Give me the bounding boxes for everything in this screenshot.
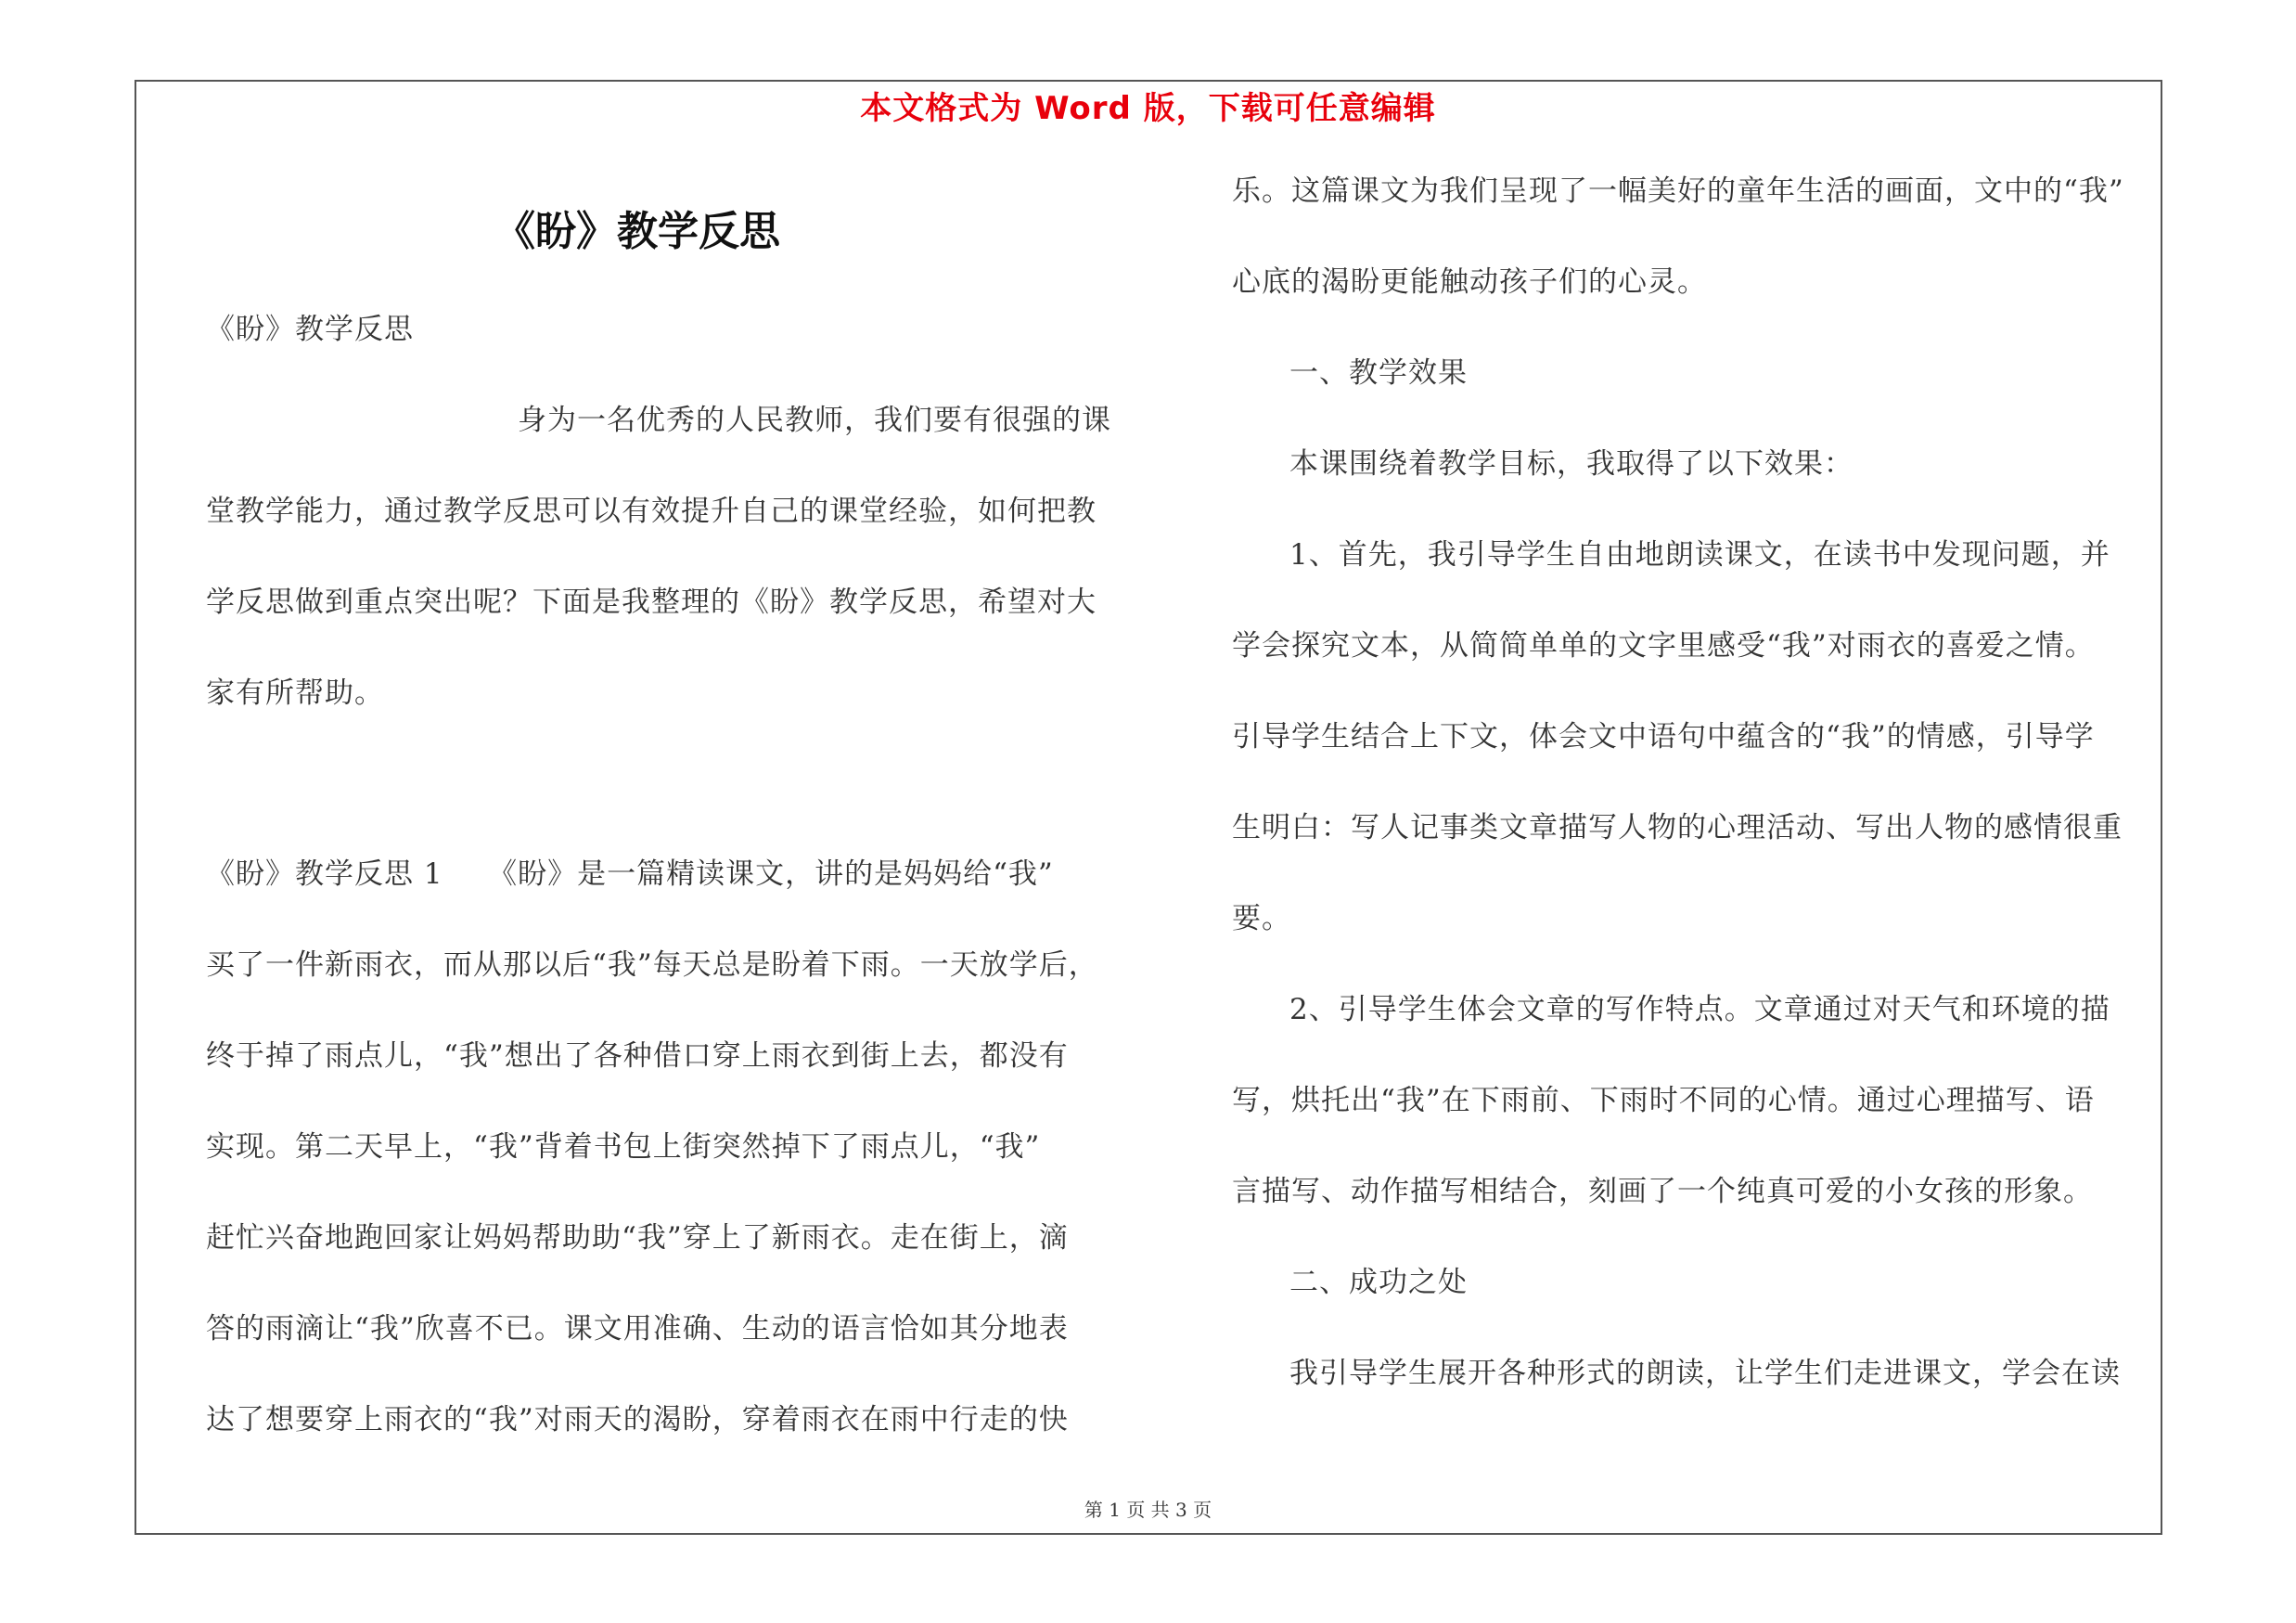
- left-column-line: 达了想要穿上雨衣的“我”对雨天的渴盼，穿着雨衣在雨中行走的快: [206, 1403, 1069, 1436]
- left-column-line: 堂教学能力，通过教学反思可以有效提升自己的课堂经验，如何把教: [206, 495, 1097, 528]
- left-column-line: 身为一名优秀的人民教师，我们要有很强的课: [518, 404, 1111, 437]
- right-column-line: 本课围绕着教学目标，我取得了以下效果：: [1289, 447, 1853, 481]
- left-column-line: 《盼》教学反思 1 《盼》是一篇精读课文，讲的是妈妈给“我”: [206, 857, 1054, 891]
- right-column-line: 学会探究文本，从简简单单的文字里感受“我”对雨衣的喜爱之情。: [1232, 629, 2095, 663]
- right-column-line: 我引导学生展开各种形式的朗读，让学生们走进课文，学会在读: [1289, 1357, 2121, 1390]
- right-column-line: 1、首先，我引导学生自由地朗读课文，在读书中发现问题，并: [1289, 538, 2110, 572]
- left-column-line: 实现。第二天早上，“我”背着书包上街突然掉下了雨点儿，“我”: [206, 1130, 1041, 1164]
- right-column-line: 言描写、动作描写相结合，刻画了一个纯真可爱的小女孩的形象。: [1232, 1175, 2093, 1208]
- right-column-line: 乐。这篇课文为我们呈现了一幅美好的童年生活的画面，文中的“我”: [1232, 174, 2124, 208]
- right-column-line: 写，烘托出“我”在下雨前、下雨时不同的心情。通过心理描写、语: [1232, 1084, 2095, 1117]
- left-column-line: 家有所帮助。: [206, 676, 384, 710]
- document-title: 《盼》教学反思: [494, 208, 780, 255]
- right-column-line: 引导学生结合上下文，体会文中语句中蕴含的“我”的情感，引导学: [1232, 720, 2095, 754]
- left-column-line: 学反思做到重点突出呢？下面是我整理的《盼》教学反思，希望对大: [206, 586, 1097, 619]
- left-column-line: 《盼》教学反思: [206, 313, 414, 346]
- page-number-footer: 第 1 页 共 3 页: [1084, 1499, 1212, 1521]
- left-column-line: 赶忙兴奋地跑回家让妈妈帮助助“我”穿上了新雨衣。走在街上，滴: [206, 1221, 1069, 1255]
- right-column-line: 2、引导学生体会文章的写作特点。文章通过对天气和环境的描: [1289, 993, 2110, 1026]
- right-column-line: 心底的渴盼更能触动孩子们的心灵。: [1232, 265, 1707, 299]
- left-column-line: 终于掉了雨点儿，“我”想出了各种借口穿上雨衣到街上去，都没有: [206, 1039, 1069, 1073]
- left-column-line: 买了一件新雨衣，而从那以后“我”每天总是盼着下雨。一天放学后，: [206, 948, 1098, 982]
- left-column-line: 答的雨滴让“我”欣喜不已。课文用准确、生动的语言恰如其分地表: [206, 1312, 1069, 1346]
- right-column-line: 二、成功之处: [1289, 1266, 1468, 1299]
- right-column-line: 生明白：写人记事类文章描写人物的心理活动、写出人物的感情很重: [1232, 811, 2123, 844]
- right-column-line: 一、教学效果: [1289, 356, 1468, 390]
- edit-notice-banner: 本文格式为 Word 版，下载可任意编辑: [860, 90, 1436, 127]
- right-column-line: 要。: [1232, 902, 1291, 935]
